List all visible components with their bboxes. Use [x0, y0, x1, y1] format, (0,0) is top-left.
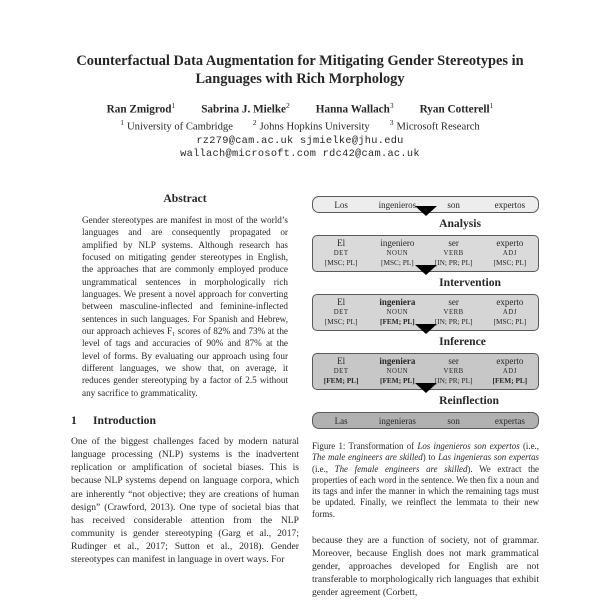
- morph-tags: [IN; PR; PL]: [434, 376, 473, 385]
- step-analysis: [312, 213, 539, 235]
- right-column-text: because they are a function of society, not of grammar. Moreover, because English does not mark grammatical gender, approaches developed for English are not transferable to morphologically rich languages that exhibit gender agreement (Corbett,: [312, 534, 539, 599]
- figure-caption: Figure 1: Transformation of Los ingenieros son expertos (i.e., The male engineers are skilled) to Las ingenieras son expertas (i.e., The female engineers are skilled). We extract the properties of each word in the sentence. We then fix a noun and its tags and infer the manner in which the remaining tags must be updated. Finally, we reinflect the lemmata to their new forms.: [312, 441, 539, 519]
- email-line: wallach@microsoft.com rdc42@cam.ac.uk: [180, 148, 420, 161]
- author: [107, 101, 176, 116]
- paper-header: [0, 53, 600, 161]
- word-form: ser: [448, 356, 459, 366]
- step-inference: [312, 331, 539, 353]
- affiliation: [390, 118, 480, 133]
- word-form: El: [337, 356, 346, 366]
- abstract-heading: Abstract: [163, 192, 207, 205]
- target-word: ingenieras: [378, 415, 416, 426]
- section-heading-introduction: [71, 414, 299, 427]
- word-form: ser: [448, 238, 459, 248]
- step-label: Reinflection: [439, 394, 499, 407]
- pos-tag: NOUN: [386, 368, 409, 375]
- morph-tags: [FEM; PL]: [323, 376, 359, 385]
- analysis-col: [313, 238, 369, 268]
- down-arrow-icon: [415, 393, 437, 411]
- morph-tags: [MSC; PL]: [324, 317, 358, 326]
- pos-tag: DET: [333, 250, 349, 257]
- right-column: [312, 196, 539, 600]
- author-name: Ran Zmigrod: [106, 103, 172, 116]
- email-block: [0, 135, 600, 161]
- pos-tag: ADJ: [502, 368, 517, 375]
- affiliation-list: [0, 118, 600, 133]
- word-form: experto: [496, 356, 524, 366]
- word-form: experto: [496, 297, 524, 307]
- author-name: Ryan Cotterell: [419, 103, 490, 116]
- pos-tag: NOUN: [386, 250, 409, 257]
- intervention-col: [482, 297, 538, 327]
- affiliation: [253, 118, 370, 133]
- author-name: Sabrina J. Mielke: [201, 103, 287, 116]
- down-arrow-icon: [415, 275, 437, 293]
- author-list: [0, 101, 600, 116]
- affil-mark: 2: [252, 117, 257, 127]
- intervention-col: [369, 297, 425, 327]
- step-intervention: [312, 272, 539, 294]
- target-word: Las: [334, 415, 348, 426]
- morph-tags: [IN; PR; PL]: [434, 258, 473, 267]
- affil-mark: 3: [389, 117, 394, 127]
- analysis-col: [426, 238, 482, 268]
- pos-tag: NOUN: [386, 309, 409, 316]
- analysis-col: [482, 238, 538, 268]
- abstract-text: Gender stereotypes are manifest in most of the world’s languages and are consequently propagated or amplified by NLP systems. Although research has focused on mitigating gender stereotypes in English, the approaches that are commonly employed produce ungrammatical sentences in morphologically rich languages. We present a novel approach for converting between masculine-inflected and feminine-inflected sentences in such languages. For Spanish and Hebrew, our approach achieves F₁ scores of 82% and 73% at the level of tags and accuracies of 90% and 87% at the level of forms. By evaluating our approach using four different languages, we show that, on average, it reduces gender stereotyping by a factor of 2.5 without any sacrifice to grammaticality.: [82, 215, 288, 398]
- word-form: experto: [496, 238, 524, 248]
- author: [316, 101, 394, 116]
- inference-col: [482, 356, 538, 386]
- left-column: [71, 192, 299, 600]
- author-affil-mark: 2: [286, 101, 290, 110]
- morph-tags: [MSC; PL]: [324, 258, 358, 267]
- pos-tag: DET: [333, 368, 349, 375]
- morph-tags: [IN; PR; PL]: [434, 317, 473, 326]
- source-word: ingenieros: [378, 199, 417, 210]
- affil-name: Johns Hopkins University: [259, 121, 370, 133]
- email-line: rz279@cam.ac.uk sjmielke@jhu.edu: [196, 135, 404, 148]
- figure-1: [312, 196, 539, 520]
- target-word: expertas: [494, 415, 525, 426]
- section-number: 1: [71, 414, 77, 428]
- target-word: son: [447, 415, 460, 426]
- source-word: Los: [334, 199, 348, 210]
- down-arrow-icon: [415, 334, 437, 352]
- morph-tags: [FEM; PL]: [492, 376, 528, 385]
- paper-title-line2: Languages with Rich Morphology: [195, 70, 405, 87]
- analysis-col: [369, 238, 425, 268]
- section-title: Introduction: [93, 414, 156, 428]
- morph-tags: [MSC; PL]: [493, 317, 527, 326]
- pos-tag: VERB: [443, 368, 464, 375]
- source-word: expertos: [494, 199, 526, 210]
- morph-tags: [FEM; PL]: [380, 317, 415, 326]
- paper-title-line1: Counterfactual Data Augmentation for Mitigating Gender Stereotypes in: [76, 53, 524, 69]
- affil-mark: 1: [120, 117, 124, 127]
- morph-tags: [MSC; PL]: [381, 258, 414, 267]
- target-sentence-box: [312, 412, 539, 429]
- step-label: Analysis: [439, 217, 481, 230]
- pos-tag: ADJ: [502, 250, 517, 257]
- author-name: Hanna Wallach: [315, 103, 390, 116]
- pos-tag: VERB: [443, 309, 464, 316]
- down-arrow-icon: [415, 216, 437, 234]
- author: [420, 101, 494, 116]
- step-label: Intervention: [439, 276, 501, 289]
- morph-tags: [MSC; PL]: [493, 258, 527, 267]
- introduction-text: One of the biggest challenges faced by modern natural language processing (NLP) systems is the inadvertent replication or amplification of societal biases. This is because NLP systems depend on language corpora, which are inherently “not objective; they are creations of human design” (Crawford, 2013). One type of societal bias that has received considerable attention from the NLP community is gender stereotyping (Garg et al., 2017; Rudinger et al., 2017; Sutton et al., 2018). Gender stereotypes can manifest in language in overt ways. For: [71, 436, 299, 565]
- step-label: Inference: [439, 335, 486, 348]
- paper-title: [0, 53, 600, 88]
- inference-col: [313, 356, 369, 386]
- author-affil-mark: 3: [389, 101, 394, 110]
- pos-tag: ADJ: [502, 309, 517, 316]
- word-form: ingeniera: [379, 356, 416, 366]
- intervention-col: [313, 297, 369, 327]
- inference-col: [426, 356, 482, 386]
- source-word: son: [447, 199, 460, 210]
- morph-tags: [FEM; PL]: [380, 376, 415, 385]
- pos-tag: VERB: [443, 250, 464, 257]
- affil-name: University of Cambridge: [127, 121, 233, 133]
- affil-name: Microsoft Research: [396, 121, 480, 133]
- pos-tag: DET: [333, 309, 349, 316]
- step-reinflection: [312, 390, 539, 412]
- affiliation: [120, 118, 233, 133]
- intervention-col: [426, 297, 482, 327]
- word-form: El: [337, 297, 346, 307]
- word-form: ser: [448, 297, 459, 307]
- author-affil-mark: 1: [489, 101, 494, 110]
- author: [201, 101, 290, 116]
- word-form: ingeniero: [380, 238, 415, 248]
- word-form: ingeniera: [379, 297, 416, 307]
- inference-col: [369, 356, 425, 386]
- author-affil-mark: 1: [171, 101, 176, 110]
- word-form: El: [337, 238, 346, 248]
